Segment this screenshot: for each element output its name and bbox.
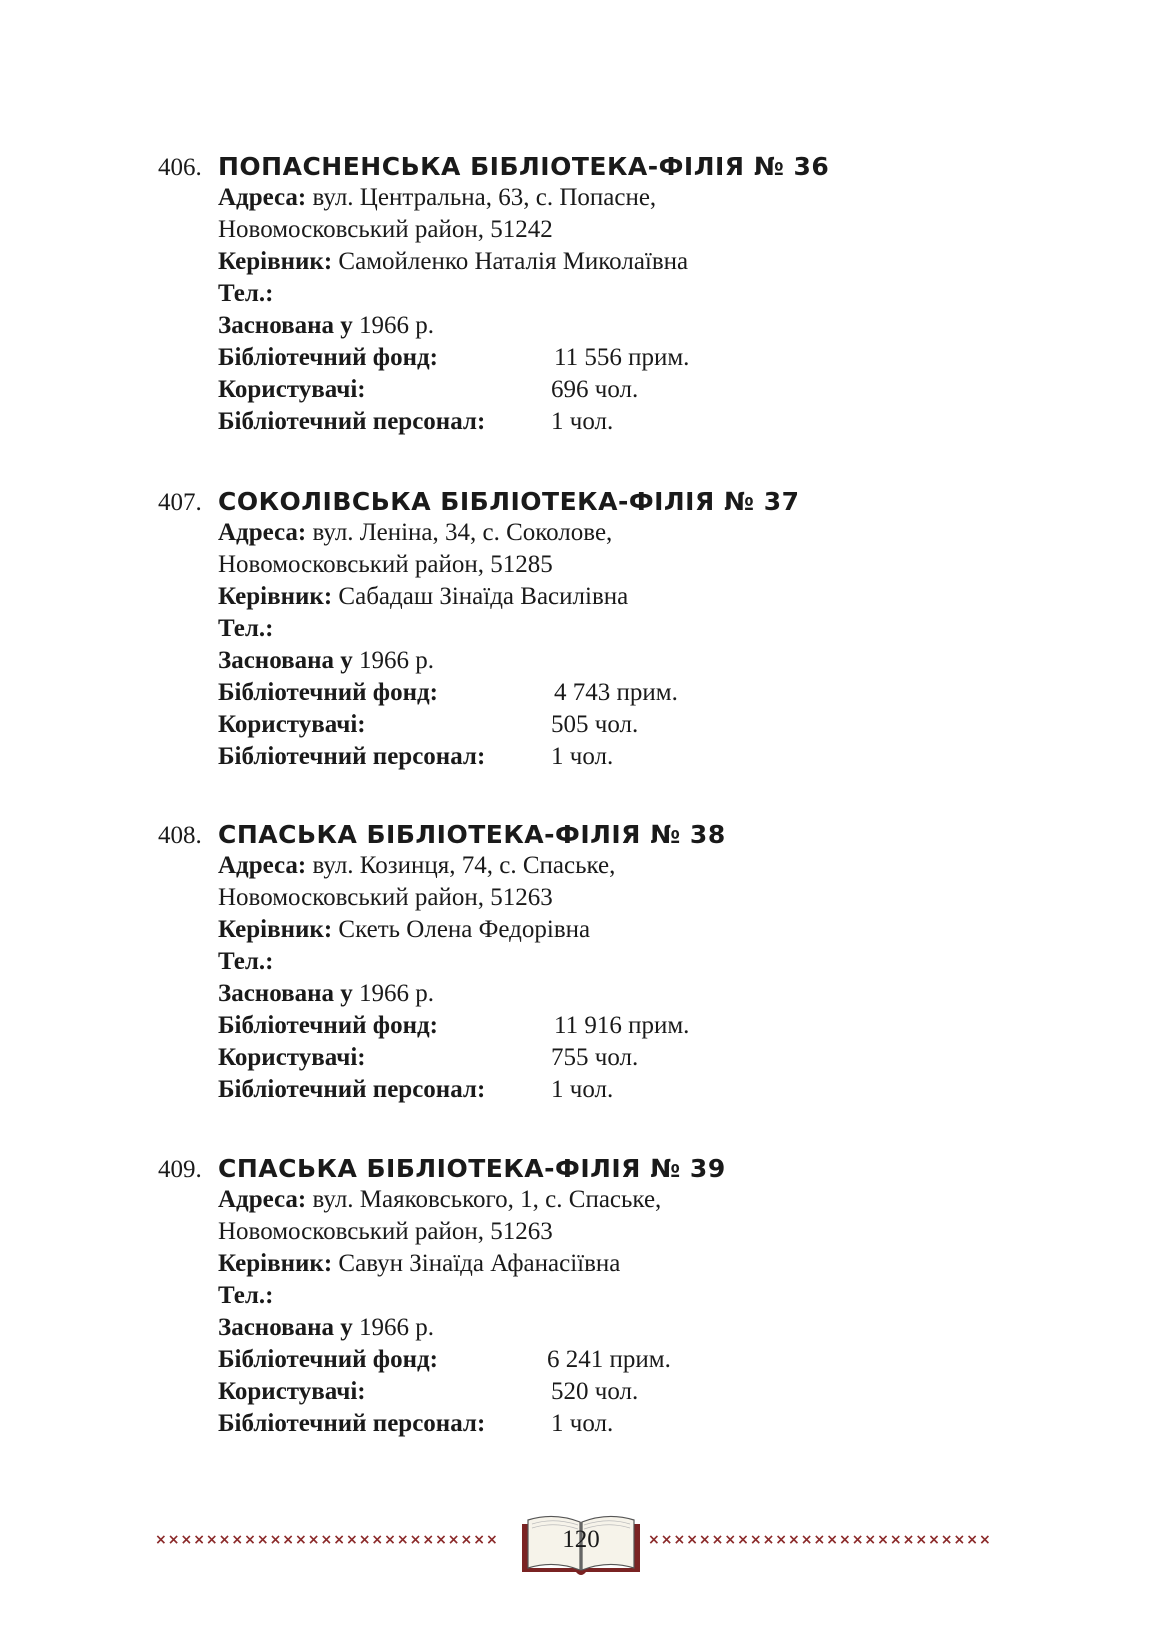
entry-title: ПОПАСНЕНСЬКА БІБЛІОТЕКА-ФІЛІЯ № 36: [218, 152, 830, 181]
entry-header: [158, 820, 1058, 852]
address-value: вул. Козинця, 74, с. Спаське,: [312, 852, 616, 879]
phone-label: Тел.:: [218, 280, 274, 307]
library-entry: [158, 820, 1058, 1108]
fund-line: [218, 679, 1058, 711]
page-number: 120: [562, 1526, 600, 1553]
head-line: [218, 916, 1058, 948]
staff-label: Бібліотечний персонал:: [218, 1076, 486, 1103]
founded-label: Заснована у: [218, 1314, 353, 1341]
founded-line: [218, 312, 1058, 344]
founded-line: [218, 647, 1058, 679]
fund-line: [218, 1346, 1058, 1378]
address-line-2: [218, 884, 1058, 916]
fund-label: Бібліотечний фонд:: [218, 1012, 438, 1039]
users-line: [218, 376, 1058, 408]
founded-label: Заснована у: [218, 312, 353, 339]
address-label: Адреса:: [218, 852, 307, 879]
head-line: [218, 583, 1058, 615]
address-value-2: Новомосковський район, 51285: [218, 551, 553, 578]
founded-label: Заснована у: [218, 647, 353, 674]
address-value: вул. Леніна, 34, с. Соколове,: [312, 519, 613, 546]
fund-label: Бібліотечний фонд:: [218, 1346, 438, 1373]
library-entry: [158, 152, 1058, 440]
users-line: [218, 711, 1058, 743]
entry-title: СПАСЬКА БІБЛІОТЕКА-ФІЛІЯ № 38: [218, 820, 726, 849]
address-value-2: Новомосковський район, 51263: [218, 884, 553, 911]
users-label: Користувачі:: [218, 376, 366, 403]
entry-header: [158, 1154, 1058, 1186]
entry-number: 406.: [158, 154, 202, 181]
entry-header: [158, 152, 1058, 184]
head-value: Самойленко Наталія Миколаївна: [338, 248, 689, 275]
address-value-2: Новомосковський район, 51242: [218, 216, 553, 243]
fund-value: 11 916 прим.: [554, 1012, 690, 1039]
head-line: [218, 248, 1058, 280]
phone-line: [218, 948, 1058, 980]
founded-label: Заснована у: [218, 980, 353, 1007]
entry-header: [158, 487, 1058, 519]
address-line-2: [218, 1218, 1058, 1250]
ornament-left: ×××××××××××××××××××××××××××: [155, 1532, 499, 1548]
staff-label: Бібліотечний персонал:: [218, 408, 486, 435]
users-label: Користувачі:: [218, 711, 366, 738]
address-line: [218, 852, 1058, 884]
phone-label: Тел.:: [218, 948, 274, 975]
users-label: Користувачі:: [218, 1378, 366, 1405]
address-line-2: [218, 551, 1058, 583]
staff-line: [218, 1076, 1058, 1108]
library-entry: [158, 1154, 1058, 1442]
library-entry: [158, 487, 1058, 775]
address-line-2: [218, 216, 1058, 248]
fund-line: [218, 344, 1058, 376]
phone-label: Тел.:: [218, 615, 274, 642]
founded-value: 1966 р.: [358, 647, 434, 674]
address-value-2: Новомосковський район, 51263: [218, 1218, 553, 1245]
head-label: Керівник:: [218, 248, 333, 275]
fund-label: Бібліотечний фонд:: [218, 344, 438, 371]
head-label: Керівник:: [218, 916, 333, 943]
phone-line: [218, 280, 1058, 312]
staff-value: 1 чол.: [551, 1076, 614, 1103]
staff-value: 1 чол.: [551, 1410, 614, 1437]
fund-line: [218, 1012, 1058, 1044]
head-line: [218, 1250, 1058, 1282]
address-label: Адреса:: [218, 519, 307, 546]
fund-value: 11 556 прим.: [554, 344, 690, 371]
address-line: [218, 184, 1058, 216]
entry-number: 407.: [158, 489, 202, 516]
staff-line: [218, 743, 1058, 775]
address-label: Адреса:: [218, 1186, 307, 1213]
address-label: Адреса:: [218, 184, 307, 211]
phone-line: [218, 1282, 1058, 1314]
head-value: Савун Зінаїда Афанасіївна: [338, 1250, 621, 1277]
users-value: 520 чол.: [551, 1378, 639, 1405]
page-footer: [0, 1510, 1164, 1590]
staff-label: Бібліотечний персонал:: [218, 743, 486, 770]
head-label: Керівник:: [218, 1250, 333, 1277]
founded-value: 1966 р.: [358, 980, 434, 1007]
users-value: 755 чол.: [551, 1044, 639, 1071]
founded-line: [218, 980, 1058, 1012]
fund-value: 4 743 прим.: [554, 679, 678, 706]
fund-label: Бібліотечний фонд:: [218, 679, 438, 706]
phone-line: [218, 615, 1058, 647]
founded-value: 1966 р.: [358, 312, 434, 339]
head-value: Скеть Олена Федорівна: [338, 916, 591, 943]
ornament-right: ×××××××××××××××××××××××××××: [648, 1532, 992, 1548]
entry-number: 409.: [158, 1156, 202, 1183]
phone-label: Тел.:: [218, 1282, 274, 1309]
staff-value: 1 чол.: [551, 408, 614, 435]
users-value: 505 чол.: [551, 711, 639, 738]
address-value: вул. Центральна, 63, с. Попасне,: [312, 184, 657, 211]
staff-value: 1 чол.: [551, 743, 614, 770]
staff-line: [218, 408, 1058, 440]
staff-line: [218, 1410, 1058, 1442]
head-value: Сабадаш Зінаїда Василівна: [338, 583, 629, 610]
address-line: [218, 519, 1058, 551]
users-line: [218, 1044, 1058, 1076]
founded-line: [218, 1314, 1058, 1346]
entry-title: СПАСЬКА БІБЛІОТЕКА-ФІЛІЯ № 39: [218, 1154, 726, 1183]
entry-number: 408.: [158, 822, 202, 849]
users-line: [218, 1378, 1058, 1410]
founded-value: 1966 р.: [358, 1314, 434, 1341]
users-label: Користувачі:: [218, 1044, 366, 1071]
head-label: Керівник:: [218, 583, 333, 610]
fund-value: 6 241 прим.: [547, 1346, 671, 1373]
entry-title: СОКОЛІВСЬКА БІБЛІОТЕКА-ФІЛІЯ № 37: [218, 487, 800, 516]
staff-label: Бібліотечний персонал:: [218, 1410, 486, 1437]
address-value: вул. Маяковського, 1, с. Спаське,: [312, 1186, 662, 1213]
users-value: 696 чол.: [551, 376, 639, 403]
address-line: [218, 1186, 1058, 1218]
